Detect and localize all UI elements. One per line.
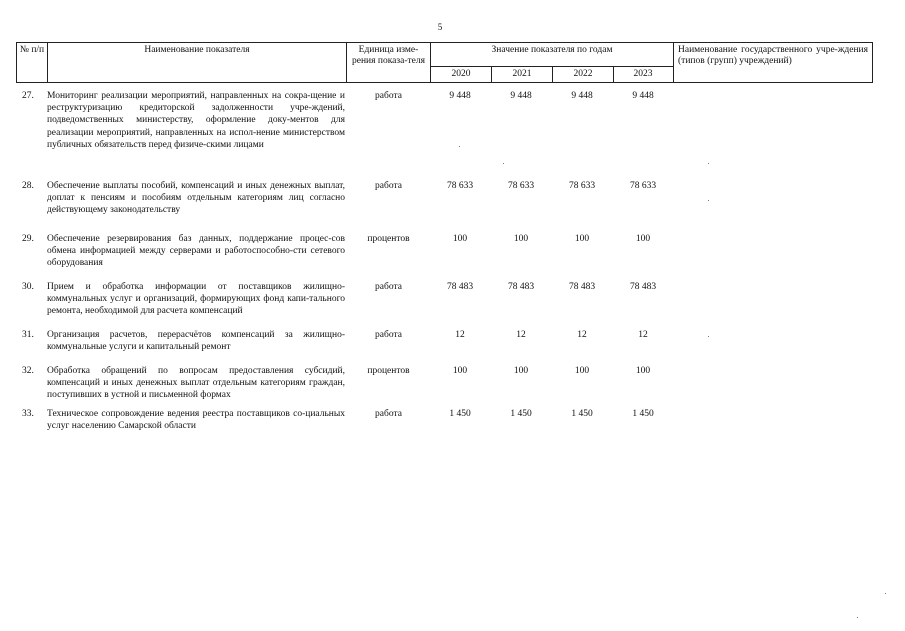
header-year-2022: 2022	[573, 69, 593, 79]
value-2021: 78 483	[507, 282, 535, 292]
value-2023: 78 633	[629, 181, 657, 191]
value-2020: 12	[455, 330, 465, 340]
scan-speck	[708, 336, 709, 337]
value-2020: 78 483	[446, 282, 474, 292]
header-year-2023: 2023	[633, 69, 653, 79]
value-2023: 1 450	[632, 409, 654, 419]
header-col-name: Наименование показателя	[144, 45, 250, 55]
value-2023: 78 483	[629, 282, 657, 292]
indicator-name: Мониторинг реализации мероприятий, направленных на сокра-щение и реструктуризацию кредиторской задолженности учре-ждений, подведомственных министерству, оформление доку-ментов для реализации мероприятий, направленных на испол-нение министерством публичных обязательств перед физиче-скими лицами	[47, 91, 345, 150]
value-2022: 100	[574, 234, 590, 244]
table-header	[16, 42, 873, 82]
indicator-name: Прием и обработка информации от поставщиков жилищно-коммунальных услуг и организаций, формирующих фонд капи-тального ремонта, необходимой для расчета компенсаций	[47, 282, 345, 317]
value-2022: 12	[577, 330, 587, 340]
value-2023: 9 448	[632, 91, 654, 101]
indicator-name: Обработка обращений по вопросам предоставления субсидий, компенсаций и иных денежных выплат отдельным категориям граждан, поступивших в устной и письменной формах	[47, 366, 345, 401]
indicator-unit: процентов	[367, 234, 410, 244]
row-number: 27.	[22, 91, 34, 101]
indicator-unit: процентов	[367, 366, 410, 376]
header-border-left	[16, 42, 17, 83]
scan-speck	[708, 163, 709, 164]
indicator-name: Техническое сопровождение ведения реестра поставщиков со-циальных услуг населению Самарской области	[47, 409, 345, 432]
value-2020: 78 633	[446, 181, 474, 191]
header-col-number: № п/п	[19, 45, 45, 55]
value-2021: 100	[513, 366, 529, 376]
scan-speck	[857, 617, 858, 618]
header-col-unit: Единица изме-рения показа-теля	[352, 45, 426, 66]
value-2021: 9 448	[510, 91, 532, 101]
value-2023: 100	[635, 366, 651, 376]
header-col-values: Значение показателя по годам	[491, 45, 613, 55]
value-2020: 100	[452, 234, 468, 244]
value-2022: 9 448	[571, 91, 593, 101]
row-number: 33.	[22, 409, 34, 419]
value-2022: 1 450	[571, 409, 593, 419]
indicator-unit: работа	[375, 330, 402, 340]
header-divider	[673, 42, 674, 83]
header-year-2021: 2021	[512, 69, 532, 79]
header-col-institution: Наименование государственного учре-ждения (типов (групп) учреждений)	[678, 45, 868, 66]
header-year-2020: 2020	[451, 69, 471, 79]
header-divider	[346, 42, 347, 83]
indicator-name: Организация расчетов, перерасчётов компенсаций за жилищно-коммунальные услуги и капитальный ремонт	[47, 330, 345, 353]
page-number: 5	[437, 22, 443, 32]
value-2022: 78 483	[568, 282, 596, 292]
row-number: 30.	[22, 282, 34, 292]
indicator-name: Обеспечение выплаты пособий, компенсаций и иных денежных выплат, доплат к пенсиям и пособиям отдельным категориям лиц согласно действующему законодательству	[47, 181, 345, 216]
indicator-unit: работа	[375, 91, 402, 101]
indicator-unit: работа	[375, 181, 402, 191]
value-2020: 100	[452, 366, 468, 376]
value-2021: 12	[516, 330, 526, 340]
scan-speck	[885, 593, 886, 594]
indicator-unit: работа	[375, 282, 402, 292]
value-2020: 1 450	[449, 409, 471, 419]
value-2023: 100	[635, 234, 651, 244]
value-2020: 9 448	[449, 91, 471, 101]
row-number: 31.	[22, 330, 34, 340]
value-2021: 1 450	[510, 409, 532, 419]
value-2022: 78 633	[568, 181, 596, 191]
value-2023: 12	[638, 330, 648, 340]
header-border-bottom	[16, 82, 873, 83]
value-2021: 100	[513, 234, 529, 244]
scan-speck	[708, 200, 709, 201]
value-2022: 100	[574, 366, 590, 376]
row-number: 32.	[22, 366, 34, 376]
header-border-right	[872, 42, 873, 83]
header-border-top	[16, 42, 873, 43]
row-number: 29.	[22, 234, 34, 244]
indicator-name: Обеспечение резервирования баз данных, поддержание процес-сов обмена информацией между серверами и работоспособно-сти сетевого оборудования	[47, 234, 345, 269]
indicator-unit: работа	[375, 409, 402, 419]
scan-speck	[459, 146, 460, 147]
value-2021: 78 633	[507, 181, 535, 191]
scan-speck	[503, 163, 504, 164]
row-number: 28.	[22, 181, 34, 191]
